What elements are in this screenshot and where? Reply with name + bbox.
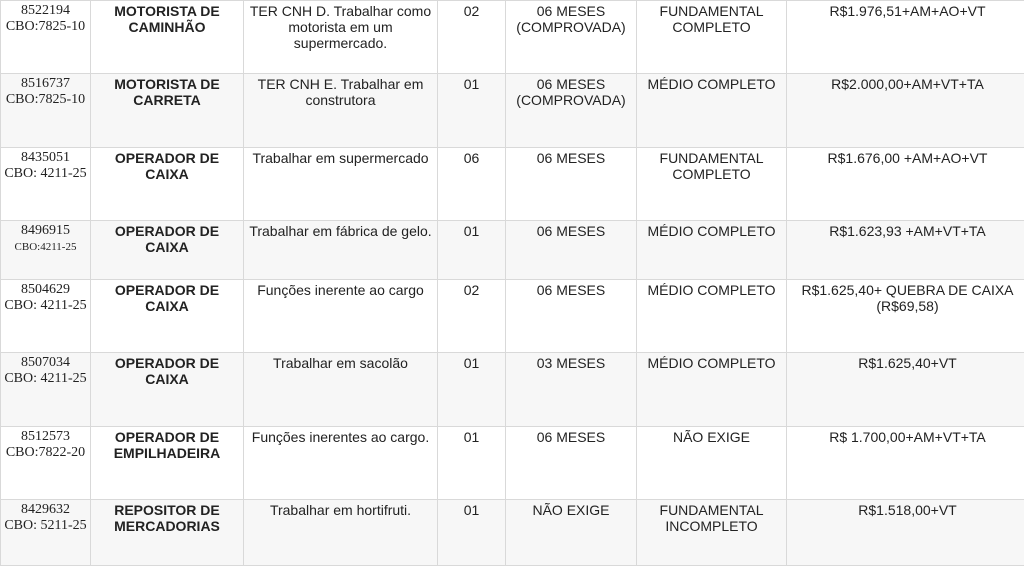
experience-requirement: 06 MESES (COMPROVADA) — [506, 74, 637, 148]
education-requirement: MÉDIO COMPLETO — [637, 353, 787, 427]
cbo-code: CBO:7825-10 — [6, 19, 85, 34]
job-description: Trabalhar em sacolão — [244, 353, 438, 427]
salary-benefits: R$ 1.700,00+AM+VT+TA — [787, 427, 1024, 500]
job-code: 8522194 — [21, 3, 70, 18]
table-row — [1, 427, 1024, 500]
cbo-code: CBO:4211-25 — [15, 241, 77, 253]
experience-requirement: NÃO EXIGE — [506, 500, 637, 566]
job-code-cell — [1, 500, 91, 566]
education-requirement: MÉDIO COMPLETO — [637, 74, 787, 148]
job-description: Trabalhar em supermercado — [244, 148, 438, 221]
cbo-code: CBO: 4211-25 — [4, 166, 86, 181]
job-description: Funções inerente ao cargo — [244, 280, 438, 353]
job-description: TER CNH E. Trabalhar em construtora — [244, 74, 438, 148]
experience-requirement: 06 MESES — [506, 427, 637, 500]
education-requirement: FUNDAMENTAL COMPLETO — [637, 1, 787, 74]
job-description: Trabalhar em fábrica de gelo. — [244, 221, 438, 280]
experience-requirement: 06 MESES — [506, 221, 637, 280]
vacancy-count: 06 — [438, 148, 506, 221]
job-title: MOTORISTA DE CAMINHÃO — [91, 1, 244, 74]
job-title: REPOSITOR DE MERCADORIAS — [91, 500, 244, 566]
table-row — [1, 353, 1024, 427]
job-title: OPERADOR DE EMPILHADEIRA — [91, 427, 244, 500]
education-requirement: NÃO EXIGE — [637, 427, 787, 500]
education-requirement: MÉDIO COMPLETO — [637, 221, 787, 280]
job-code: 8516737 — [21, 76, 70, 91]
salary-benefits: R$2.000,00+AM+VT+TA — [787, 74, 1024, 148]
job-code: 8435051 — [21, 150, 70, 165]
vacancy-count: 01 — [438, 74, 506, 148]
job-description: Trabalhar em hortifruti. — [244, 500, 438, 566]
table-row — [1, 74, 1024, 148]
salary-benefits: R$1.625,40+VT — [787, 353, 1024, 427]
table-row — [1, 148, 1024, 221]
vacancy-count: 01 — [438, 500, 506, 566]
salary-benefits: R$1.623,93 +AM+VT+TA — [787, 221, 1024, 280]
education-requirement: MÉDIO COMPLETO — [637, 280, 787, 353]
job-code: 8496915 — [21, 223, 70, 238]
job-code-cell — [1, 353, 91, 427]
job-description: TER CNH D. Trabalhar como motorista em um supermercado. — [244, 1, 438, 74]
cbo-code: CBO: 4211-25 — [4, 298, 86, 313]
table-row — [1, 1, 1024, 74]
cbo-code: CBO: 4211-25 — [4, 371, 86, 386]
job-code-cell — [1, 74, 91, 148]
job-code-cell — [1, 280, 91, 353]
salary-benefits: R$1.625,40+ QUEBRA DE CAIXA (R$69,58) — [787, 280, 1024, 353]
job-title: OPERADOR DE CAIXA — [91, 353, 244, 427]
job-code-cell — [1, 427, 91, 500]
salary-benefits: R$1.518,00+VT — [787, 500, 1024, 566]
experience-requirement: 06 MESES (COMPROVADA) — [506, 1, 637, 74]
vacancy-count: 02 — [438, 1, 506, 74]
job-title: MOTORISTA DE CARRETA — [91, 74, 244, 148]
table-row — [1, 500, 1024, 566]
cbo-code: CBO: 5211-25 — [4, 518, 86, 533]
table-row — [1, 280, 1024, 353]
job-title: OPERADOR DE CAIXA — [91, 280, 244, 353]
job-code: 8504629 — [21, 282, 70, 297]
cbo-code: CBO:7822-20 — [6, 445, 85, 460]
education-requirement: FUNDAMENTAL COMPLETO — [637, 148, 787, 221]
job-code: 8429632 — [21, 502, 70, 517]
job-code: 8512573 — [21, 429, 70, 444]
vacancy-count: 01 — [438, 427, 506, 500]
job-code-cell — [1, 148, 91, 221]
job-title: OPERADOR DE CAIXA — [91, 221, 244, 280]
experience-requirement: 03 MESES — [506, 353, 637, 427]
job-title: OPERADOR DE CAIXA — [91, 148, 244, 221]
job-code-cell — [1, 1, 91, 74]
salary-benefits: R$1.676,00 +AM+AO+VT — [787, 148, 1024, 221]
vacancy-count: 01 — [438, 353, 506, 427]
vacancy-count: 01 — [438, 221, 506, 280]
vacancy-count: 02 — [438, 280, 506, 353]
cbo-code: CBO:7825-10 — [6, 92, 85, 107]
job-description: Funções inerentes ao cargo. — [244, 427, 438, 500]
experience-requirement: 06 MESES — [506, 148, 637, 221]
experience-requirement: 06 MESES — [506, 280, 637, 353]
salary-benefits: R$1.976,51+AM+AO+VT — [787, 1, 1024, 74]
job-code-cell — [1, 221, 91, 280]
education-requirement: FUNDAMENTAL INCOMPLETO — [637, 500, 787, 566]
job-code: 8507034 — [21, 355, 70, 370]
table-row — [1, 221, 1024, 280]
